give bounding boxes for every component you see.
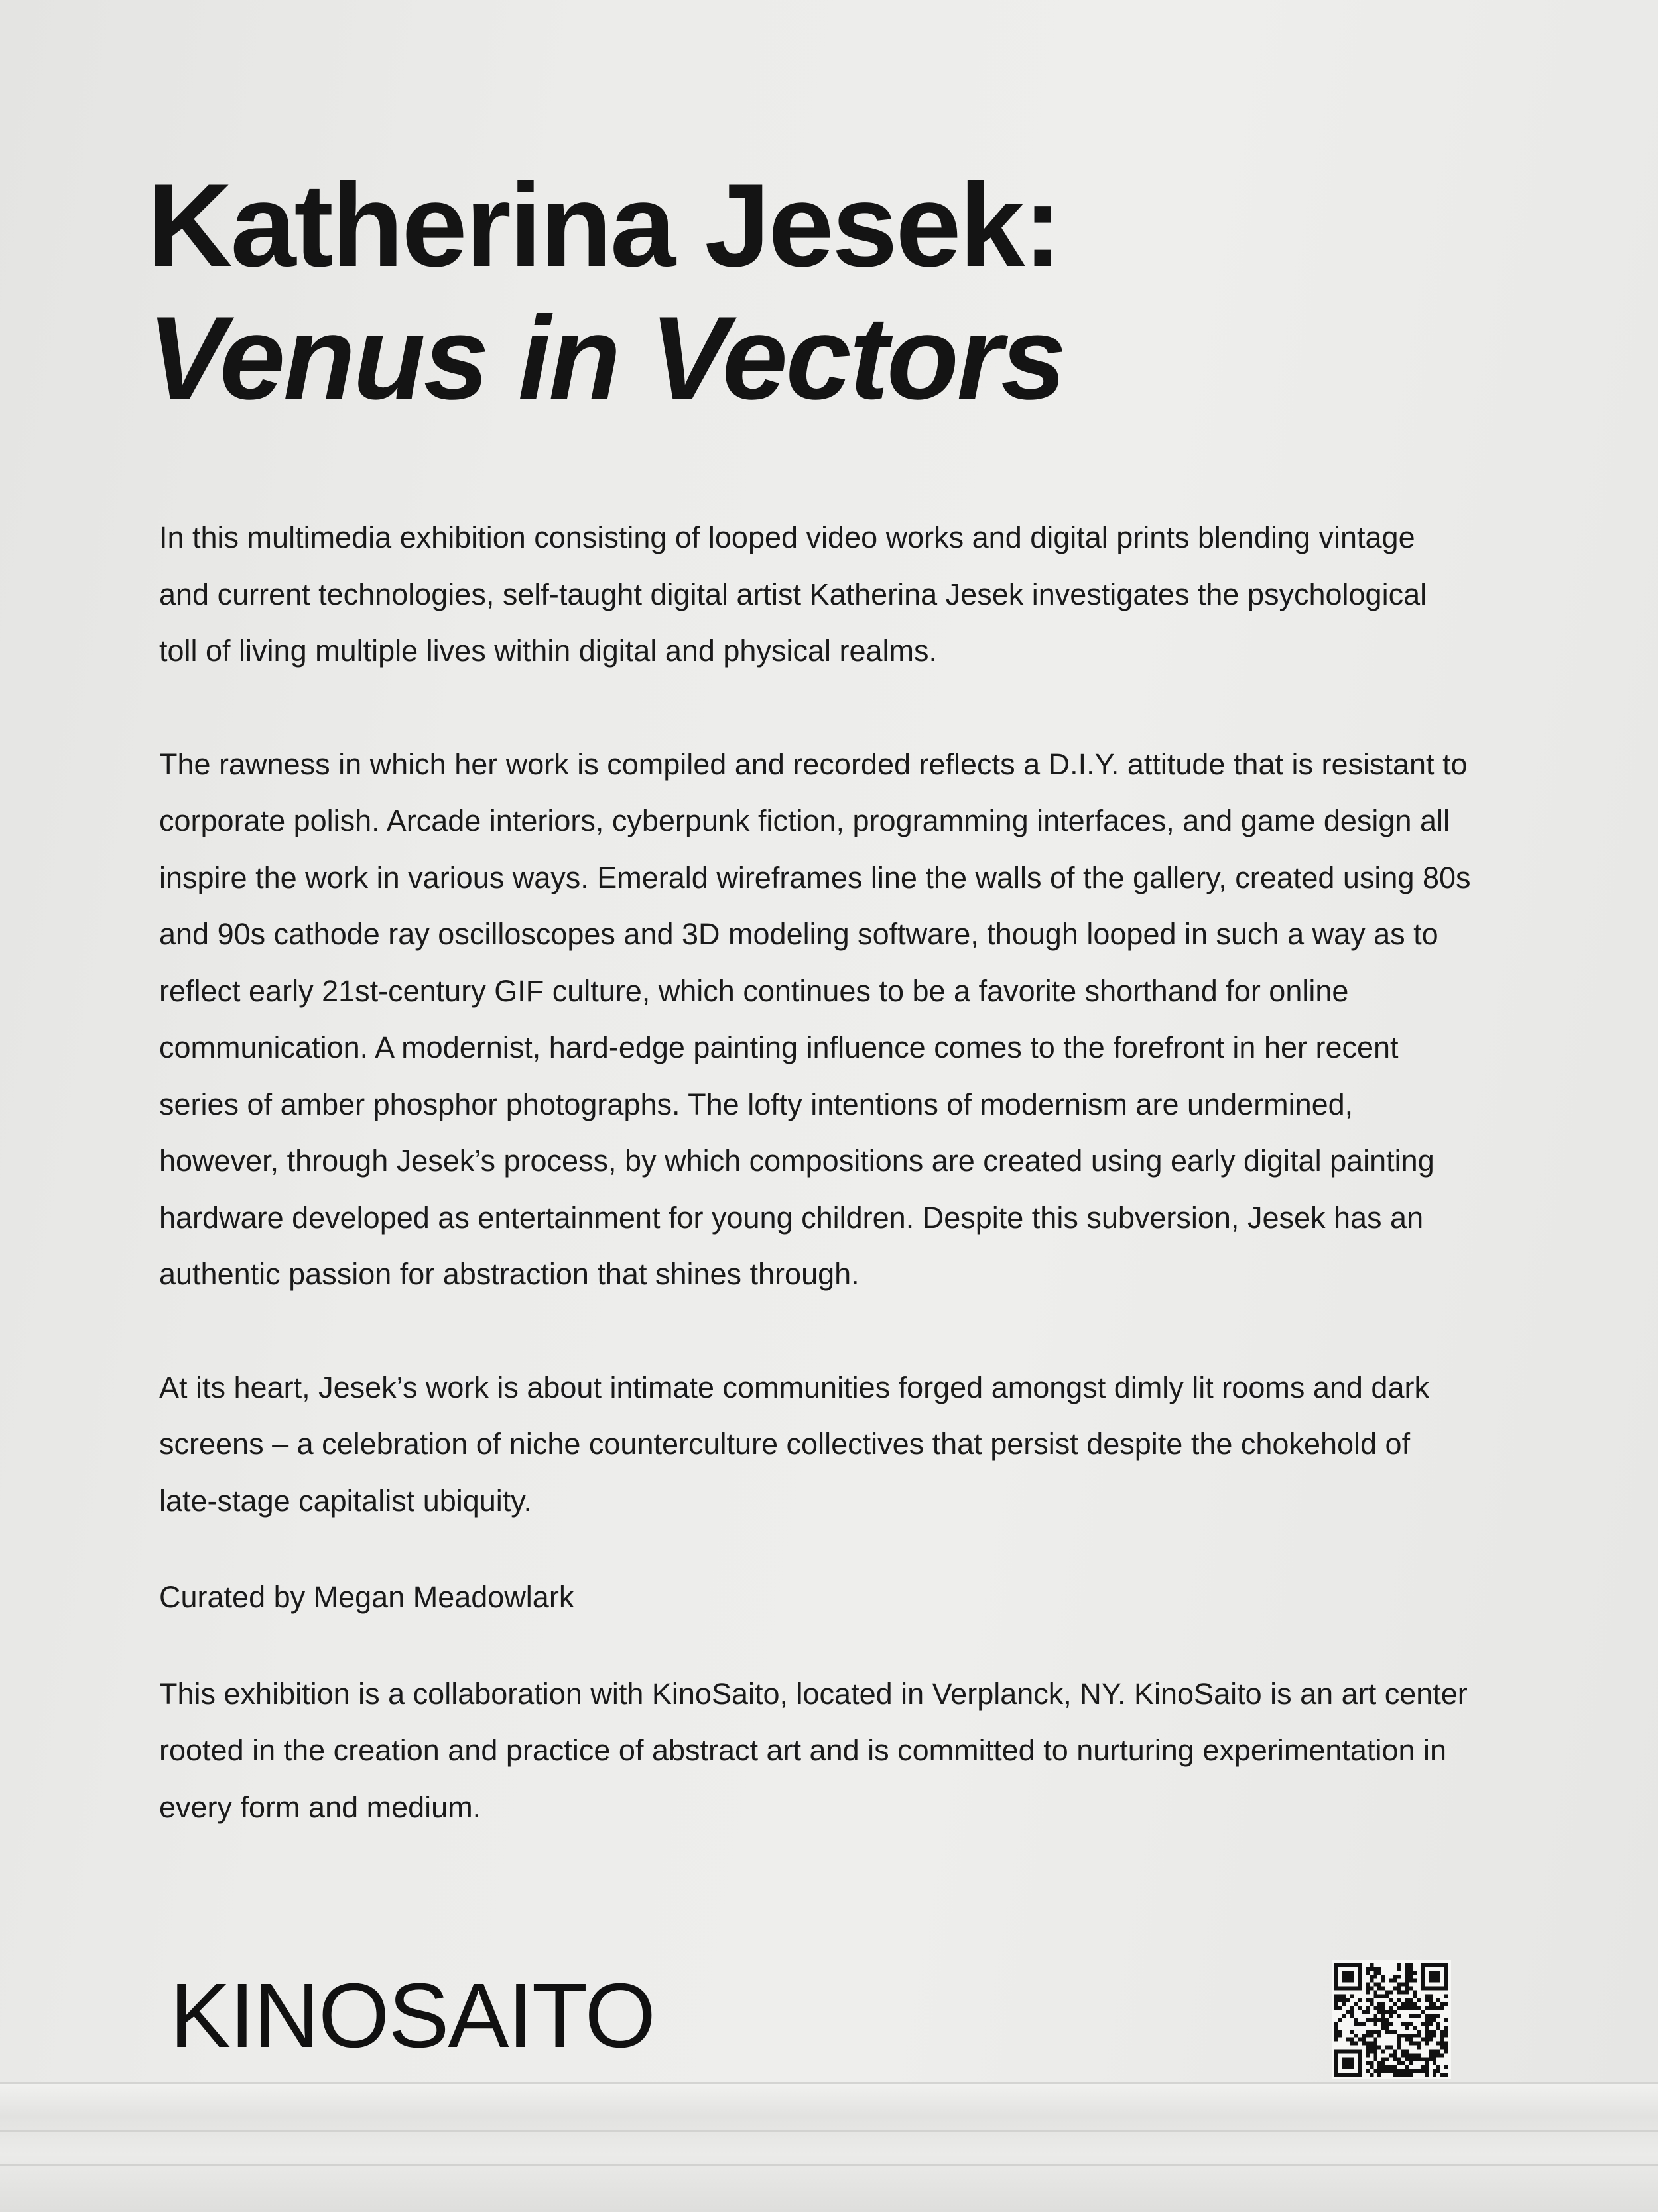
qr-code-icon[interactable] <box>1332 1960 1451 2079</box>
kinosaito-logo: KINOSAITO <box>170 1965 655 2067</box>
qr-modules <box>1334 1963 1448 2077</box>
exhibition-title <box>147 159 1474 424</box>
process-paragraph: The rawness in which her work is compiled and recorded reflects a D.I.Y. attitude that is resistant to corporate polish. Arcade interiors, cyberpunk fiction, programming interfaces, and game design all inspire the work in various ways. Emerald wireframes line the walls of the gallery, created using 80s and 90s cathode ray oscilloscopes and 3D modeling software, though looped in such a way as to reflect early 21st-century GIF culture, which continues to be a favorite shorthand for online communication. A modernist, hard-edge painting influence comes to the forefront in her recent series of amber phosphor photographs. The lofty intentions of modernism are undermined, however, through Jesek’s process, by which compositions are created using early digital painting hardware developed as entertainment for young children. Despite this subversion, Jesek has an authentic passion for abstraction that shines through. <box>159 747 1471 1291</box>
curator-credit: Curated by Megan Meadowlark <box>159 1580 574 1614</box>
intro-paragraph: In this multimedia exhibition consisting of looped video works and digital prints blending vintage and current technologies, self-taught digital artist Katherina Jesek investigates the psychological toll of living multiple lives within digital and physical realms. <box>159 521 1427 668</box>
baseboard-groove <box>0 2164 1658 2166</box>
collaboration-paragraph: This exhibition is a collaboration with KinoSaito, located in Verplanck, NY. KinoSaito is an art center rooted in the creation and practice of abstract art and is committed to nurturing experimentation in every form and medium. <box>159 1676 1468 1824</box>
baseboard-groove <box>0 2130 1658 2132</box>
artist-name: Katherina Jesek: <box>147 159 1060 291</box>
baseboard <box>0 2082 1658 2212</box>
placard-text <box>159 509 1472 1835</box>
exhibition-name: Venus in Vectors <box>147 292 1065 424</box>
community-paragraph: At its heart, Jesek’s work is about intimate communities forged amongst dimly lit rooms and dark screens – a celebration of niche counterculture collectives that persist despite the chokehold of late-stage capitalist ubiquity. <box>159 1370 1429 1518</box>
qr-code-graphic <box>1334 1963 1448 2077</box>
